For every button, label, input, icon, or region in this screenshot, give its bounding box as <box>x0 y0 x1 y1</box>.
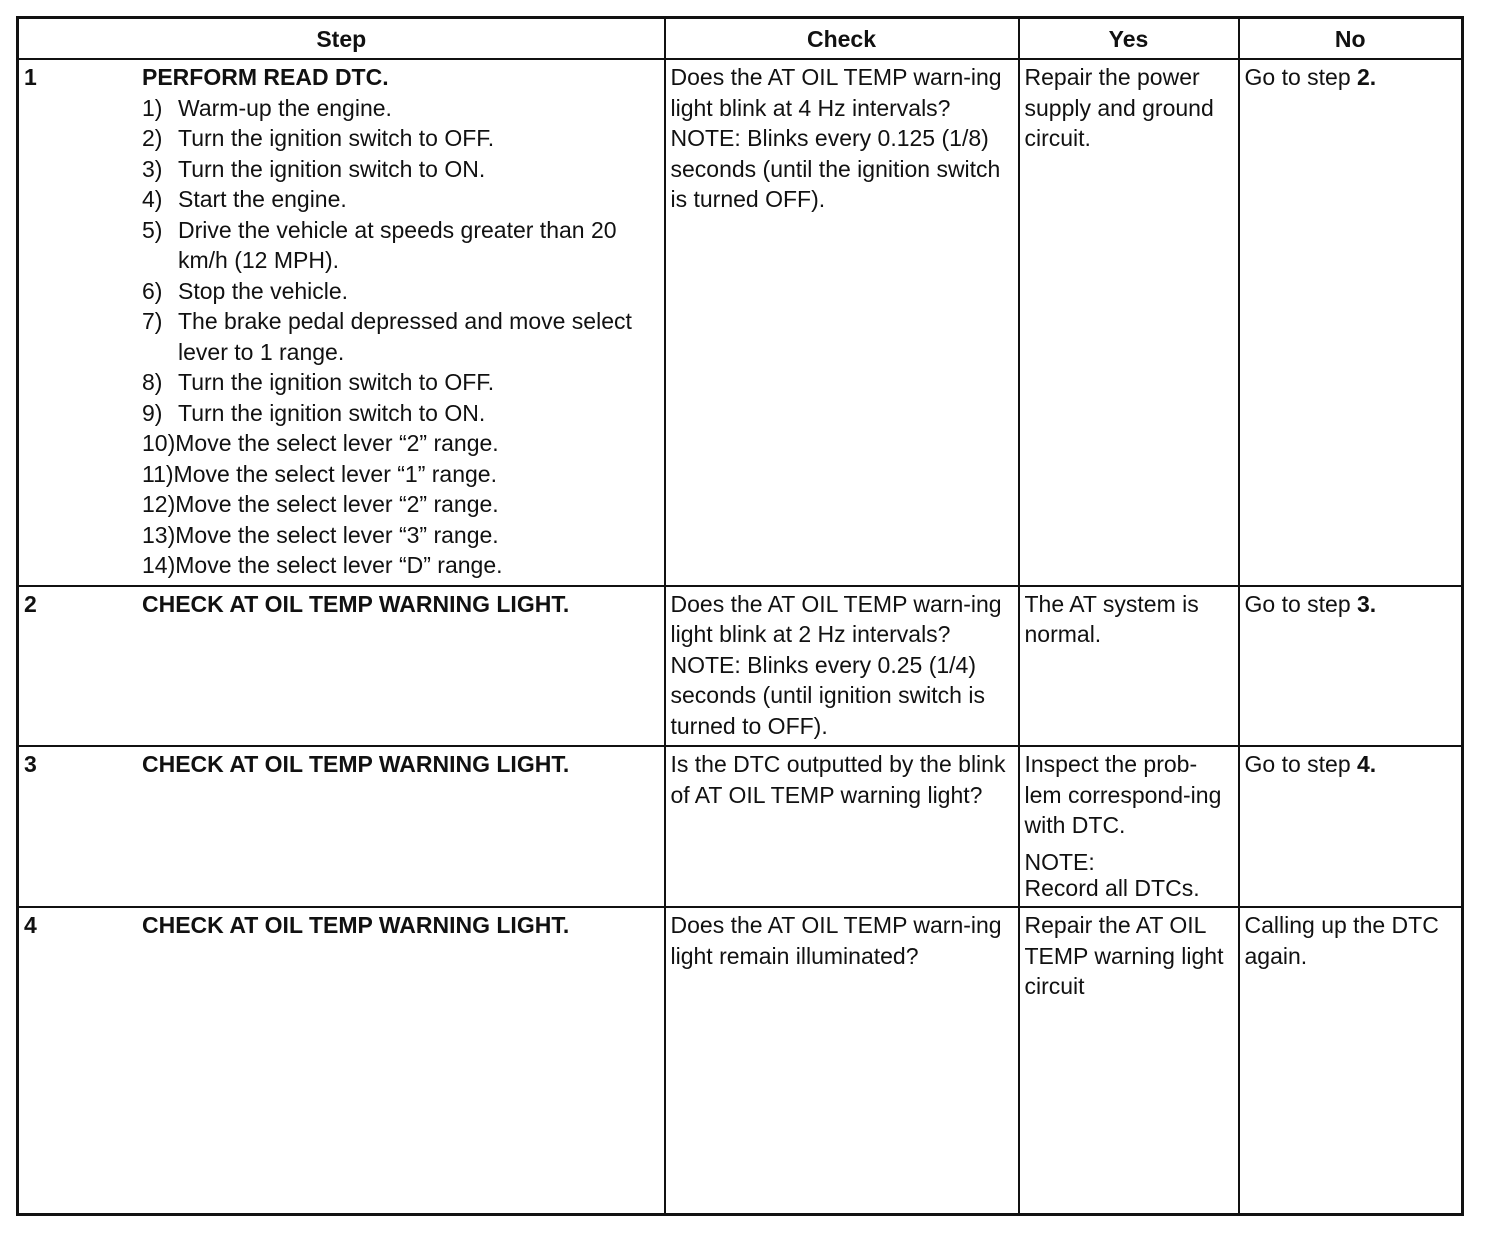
yes-cell: Repair the AT OIL TEMP warning light circuit <box>1019 907 1239 1215</box>
no-step-ref: 3. <box>1357 590 1377 617</box>
header-no: No <box>1239 18 1463 60</box>
substep: 3) Turn the ignition switch to ON. <box>142 155 486 182</box>
note-text: Record all DTCs. <box>1024 874 1200 901</box>
header-step: Step <box>18 18 665 60</box>
header-check: Check <box>665 18 1019 60</box>
no-cell: Calling up the DTC again. <box>1239 907 1463 1215</box>
step-cell <box>18 907 665 1215</box>
step-cell <box>18 746 665 907</box>
substep: 2) Turn the ignition switch to OFF. <box>142 125 495 151</box>
no-cell <box>1239 586 1463 747</box>
no-cell <box>1239 746 1463 907</box>
no-prefix: Go to step <box>1244 590 1358 617</box>
step-cell <box>18 59 665 586</box>
substep: 13) Move the select lever “3” range. <box>142 521 499 548</box>
substep: 14) Move the select lever “D” range. <box>142 552 503 578</box>
check-cell: Does the AT OIL TEMP warn-ing light blink at 4 Hz intervals? NOTE: Blinks every 0.125 (1/8) seconds (until the ignition switch is turned OFF). <box>665 59 1019 586</box>
check-cell: Does the AT OIL TEMP warn-ing light remain illuminated? <box>665 907 1019 1215</box>
substep: 11) Move the select lever “1” range. <box>142 460 497 487</box>
table-row <box>18 59 1463 586</box>
table-row <box>18 907 1463 1215</box>
step-cell <box>18 586 665 747</box>
header-row <box>18 18 1463 60</box>
table-row <box>18 586 1463 747</box>
step-title: PERFORM READ DTC. <box>142 64 389 90</box>
substep: 6) Stop the vehicle. <box>142 277 349 304</box>
substep: 8) Turn the ignition switch to OFF. <box>142 369 495 395</box>
step-number: 2 <box>24 590 37 617</box>
no-prefix: Go to step <box>1244 64 1358 90</box>
substep-list <box>142 93 659 581</box>
table-row <box>18 746 1463 907</box>
no-cell <box>1239 59 1463 586</box>
note-label: NOTE: <box>1024 848 1095 875</box>
substep: 12) Move the select lever “2” range. <box>142 491 499 517</box>
substep: 5) Drive the vehicle at speeds greater than 20 km/h (12 MPH). <box>142 216 617 273</box>
yes-cell: Repair the power supply and ground circuit. <box>1019 59 1239 586</box>
yes-note <box>1025 849 1233 901</box>
check-cell: Is the DTC outputted by the blink of AT OIL TEMP warning light? <box>665 746 1019 907</box>
substep: 1) Warm-up the engine. <box>142 94 392 121</box>
step-number: 1 <box>24 64 37 90</box>
yes-cell <box>1019 746 1239 907</box>
no-step-ref: 2. <box>1357 64 1377 90</box>
no-step-ref: 4. <box>1357 751 1377 777</box>
step-title: CHECK AT OIL TEMP WARNING LIGHT. <box>142 912 570 938</box>
diagnostic-table <box>16 16 1464 1216</box>
step-number: 4 <box>24 912 37 938</box>
step-title: CHECK AT OIL TEMP WARNING LIGHT. <box>142 590 570 617</box>
yes-cell: The AT system is normal. <box>1019 586 1239 747</box>
check-cell: Does the AT OIL TEMP warn-ing light blink at 2 Hz intervals? NOTE: Blinks every 0.25 (1/4) seconds (until ignition switch is turned to OFF). <box>665 586 1019 747</box>
no-prefix: Go to step <box>1244 751 1358 777</box>
header-yes: Yes <box>1019 18 1239 60</box>
substep: 4) Start the engine. <box>142 186 347 212</box>
yes-text: Inspect the prob-lem correspond-ing with DTC. <box>1024 751 1222 838</box>
substep: 9) Turn the ignition switch to ON. <box>142 399 486 426</box>
substep: 7) The brake pedal depressed and move select lever to 1 range. <box>142 308 632 365</box>
step-title: CHECK AT OIL TEMP WARNING LIGHT. <box>142 751 570 777</box>
step-number: 3 <box>24 751 37 777</box>
substep: 10) Move the select lever “2” range. <box>142 430 499 456</box>
